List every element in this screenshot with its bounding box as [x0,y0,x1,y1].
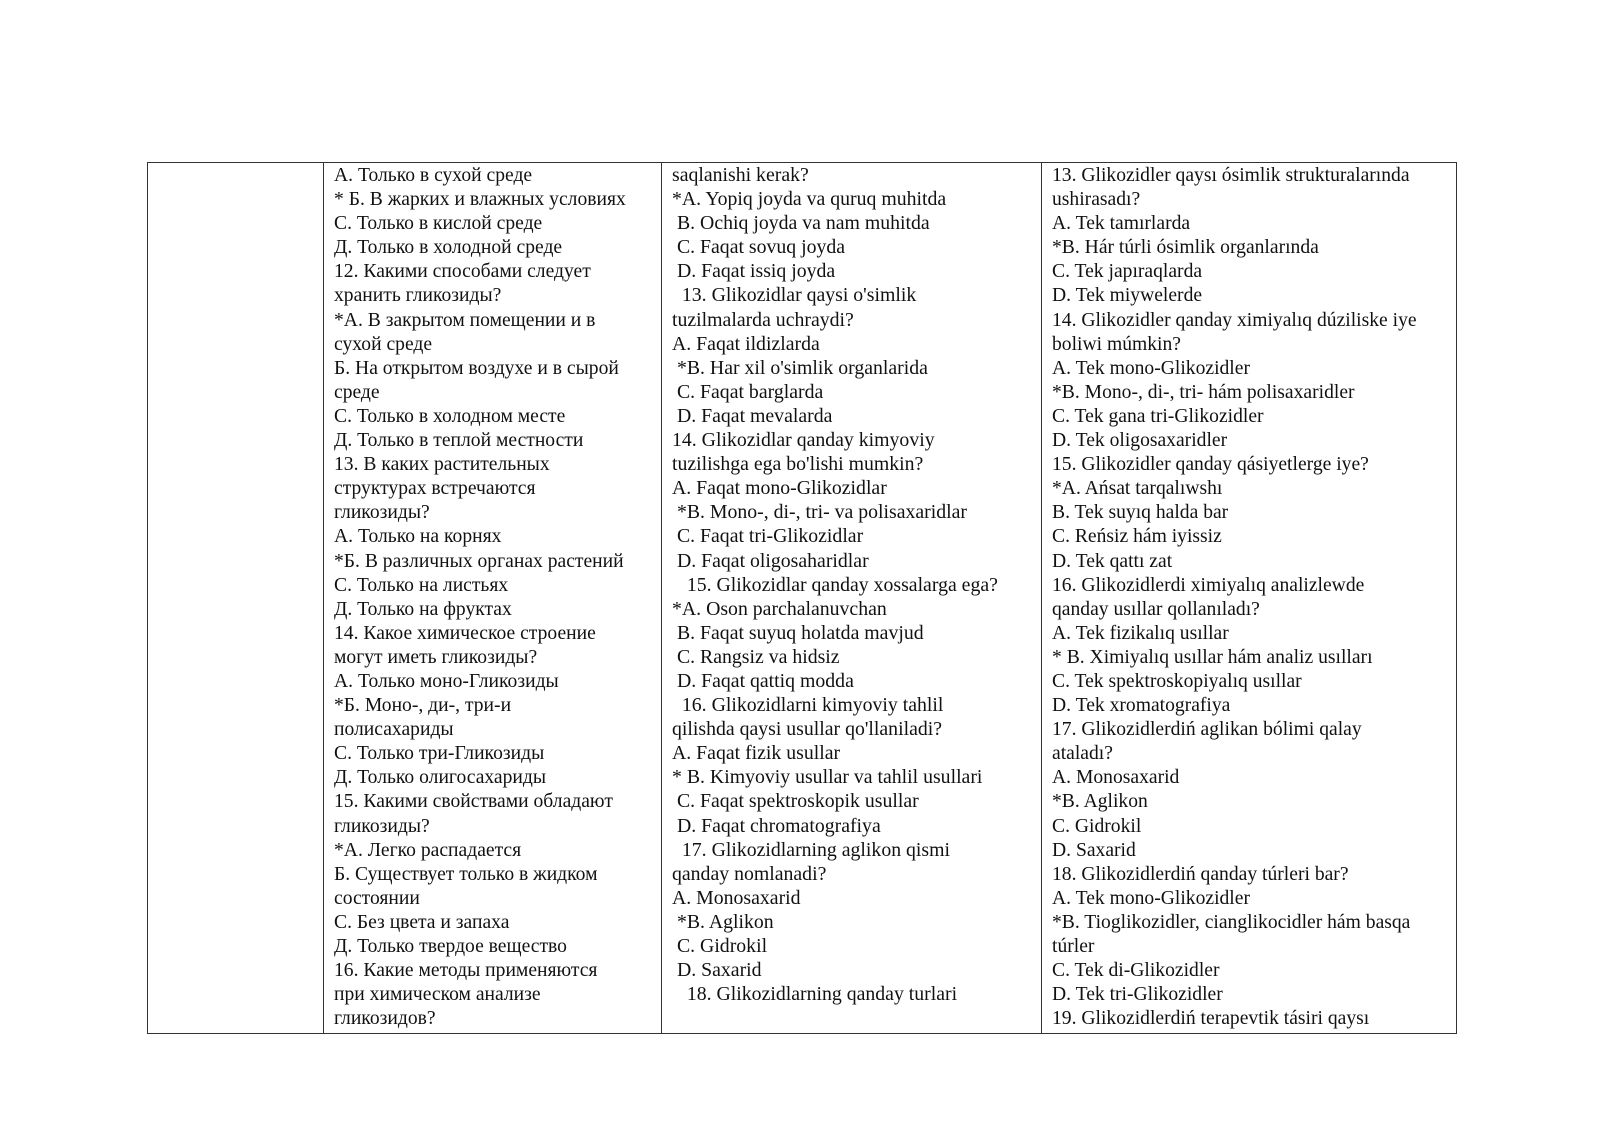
table-cell-karakalpak [1041,163,1456,1033]
text-line: A. Faqat ildizlarda [672,332,820,355]
question-table [147,162,1457,1034]
text-line: D. Tek qattı zat [1052,550,1173,572]
text-line: *А. В закрытом помещении и в [334,309,596,331]
text-line: D. Tek miywelerde [1052,285,1203,307]
table-cell-empty [148,163,323,1033]
text-line: 15. Glikozidlar qanday xossalarga ega? [672,573,998,596]
text-line: qilishda qaysi usullar qo'llaniladi? [672,718,943,741]
text-line: 15. Glikozidler qanday qásiyetlerge iye? [1052,454,1369,476]
text-line: * B. Ximiyalıq usıllar hám analiz usılları [1052,646,1373,668]
text-line: 17. Glikozidlarning aglikon qismi [672,838,951,861]
text-line: boliwi múmkin? [1052,333,1181,355]
text-line: A. Faqat mono-Glikozidlar [672,477,887,500]
text-line: B. Ochiq joyda va nam muhitda [672,212,930,235]
text-line: сухой среде [334,333,433,355]
text-line: 18. Glikozidlarning qanday turlari [672,983,958,1006]
text-line: С. Только в кислой среде [334,213,543,235]
text-line: D. Tek tri-Glikozidler [1052,984,1223,1006]
text-line: A. Tek mono-Glikozidler [1052,357,1250,379]
text-line: C. Tek spektroskopiyalıq usıllar [1052,670,1302,692]
text-line: C. Faqat spektroskopik usullar [672,790,919,813]
text-line: ataladı? [1052,743,1113,765]
text-line: túrler [1052,936,1095,957]
text-line: D. Saxarid [1052,839,1136,861]
text-line: D. Tek xromatografiya [1052,695,1231,717]
text-line: Д. Только олигосахариды [334,767,547,789]
text-line: С. Только на листьях [334,574,509,596]
text-line: *B. Aglikon [1052,791,1148,813]
text-line: * B. Kimyoviy usullar va tahlil usullari [672,766,983,789]
text-line: C. Gidrokil [1052,815,1142,837]
text-line: 16. Какие методы применяются [334,960,598,982]
text-line: D. Faqat chromatografiya [672,814,881,837]
text-line: tuzilishga ega bo'lishi mumkin? [672,453,924,476]
table-cell-russian [323,163,661,1033]
text-line: *A. Oson parchalanuvchan [672,597,887,620]
text-line: qanday nomlanadi? [672,862,827,885]
text-line: Б. Существует только в жидком [334,863,598,885]
text-line: A. Monosaxarid [1052,767,1180,789]
text-line: *Б. Моно-, ди-, три-и [334,695,512,717]
text-line: * Б. В жарких и влажных условиях [334,189,626,211]
text-line: 13. Glikozidler qaysı ósimlik strukturalarında [1052,165,1410,186]
text-line: C. Faqat barglarda [672,380,824,403]
text-line: гликозиды? [334,502,430,524]
text-line: B. Faqat suyuq holatda mavjud [672,621,924,644]
text-line: *B. Hár túrli ósimlik organlarında [1052,237,1319,259]
text-line: Д. Только в холодной среде [334,237,563,259]
text-line: *A. Ańsat tarqalıwshı [1052,478,1223,500]
text-line: могут иметь гликозиды? [334,646,538,668]
text-line: saqlanishi kerak? [672,164,809,186]
text-line: 16. Glikozidlarni kimyoviy tahlil [672,694,944,717]
text-line: C. Gidrokil [672,935,768,957]
text-line: 12. Какими способами следует [334,261,591,283]
text-line: A. Faqat fizik usullar [672,742,841,765]
text-line: A. Monosaxarid [672,886,801,909]
text-line: ushirasadı? [1052,189,1141,211]
text-line: 13. Glikozidlar qaysi o'simlik [672,284,917,307]
text-line: Д. Только в теплой местности [334,430,584,452]
text-line: Д. Только твердое вещество [334,936,567,957]
text-line: *B. Har xil o'simlik organlarida [672,356,928,379]
text-line: *B. Aglikon [672,910,774,933]
text-line: С. Только в холодном месте [334,405,566,427]
text-line: D. Faqat issiq joyda [672,260,836,283]
text-line: 14. Glikozidlar qanday kimyoviy [672,429,935,452]
text-line: 18. Glikozidlerdiń qanday túrleri bar? [1052,863,1349,885]
text-line: A. Tek mono-Glikozidler [1052,887,1250,909]
text-line: хранить гликозиды? [334,285,502,307]
text-line: A. Tek fizikalıq usıllar [1052,622,1229,644]
text-line: 13. В каких растительных [334,454,550,476]
text-line: qanday usıllar qollanıladı? [1052,598,1260,620]
text-line: 14. Какое химическое строение [334,622,596,644]
text-line: 14. Glikozidler qanday ximiyalıq dúziliske iye [1052,309,1417,331]
text-line: D. Saxarid [672,959,762,982]
text-line: C. Tek gana tri-Glikozidler [1052,405,1264,427]
text-line: C. Faqat tri-Glikozidlar [672,525,864,548]
text-line: А. Только в сухой среде [334,165,533,186]
text-line: C. Tek japıraqlarda [1052,261,1203,283]
text-line: B. Tek suyıq halda bar [1052,502,1229,524]
text-line: D. Faqat qattiq modda [672,669,854,692]
text-line: А. Только на корнях [334,526,502,548]
text-line: 15. Какими свойствами обладают [334,791,613,813]
text-line: гликозиды? [334,815,430,837]
text-line: А. Только моно-Гликозиды [334,670,559,692]
text-line: A. Tek tamırlarda [1052,213,1191,235]
text-line: гликозидов? [334,1008,436,1030]
text-line: полисахариды [334,719,454,741]
text-line: С. Только три-Гликозиды [334,743,545,765]
text-line: С. Без цвета и запаха [334,911,510,933]
text-line: 17. Glikozidlerdiń aglikan bólimi qalay [1052,719,1362,741]
table-cell-uzbek [661,163,1041,1033]
karakalpak-text-block [1042,163,1456,1031]
text-line: 16. Glikozidlerdi ximiyalıq analizlewde [1052,574,1365,596]
text-line: tuzilmalarda uchraydi? [672,308,854,331]
text-line: состоянии [334,887,420,909]
text-line: Б. На открытом воздухе и в сырой [334,357,619,379]
text-line: *Б. В различных органах растений [334,550,624,572]
text-line: Д. Только на фруктах [334,598,512,620]
text-line: *A. Yopiq joyda va quruq muhitda [672,188,947,211]
text-line: среде [334,381,380,403]
russian-text-block [324,163,661,1031]
text-line: C. Tek di-Glikozidler [1052,960,1220,982]
uzbek-text-block [662,163,1041,1006]
text-line: C. Reńsiz hám iyissiz [1052,526,1222,548]
text-line: *А. Легко распадается [334,839,522,861]
text-line: 19. Glikozidlerdiń terapevtik tásiri qaysı [1052,1008,1370,1030]
text-line: *B. Tioglikozidler, cianglikocidler hám basqa [1052,911,1411,933]
text-line: C. Rangsiz va hidsiz [672,645,840,668]
text-line: *B. Mono-, di-, tri- hám polisaxaridler [1052,381,1355,403]
text-line: структурах встречаются [334,478,536,500]
text-line: *B. Mono-, di-, tri- va polisaxaridlar [672,501,968,524]
text-line: D. Tek oligosaxaridler [1052,430,1228,452]
text-line: C. Faqat sovuq joyda [672,236,846,259]
text-line: D. Faqat mevalarda [672,404,833,427]
text-line: при химическом анализе [334,984,541,1006]
text-line: D. Faqat oligosaharidlar [672,549,869,572]
